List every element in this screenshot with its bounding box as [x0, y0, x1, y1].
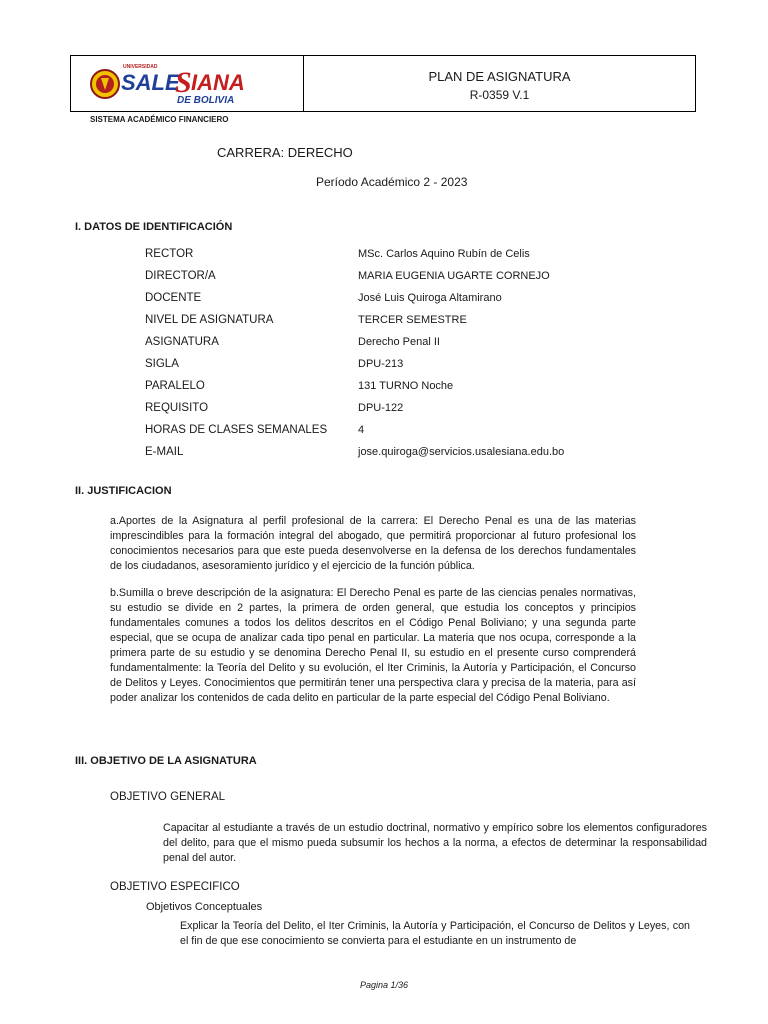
- id-row-docente: [145, 288, 645, 310]
- id-value: DPU-122: [358, 402, 404, 414]
- id-label: HORAS DE CLASES SEMANALES: [145, 424, 328, 436]
- general-objective-label: OBJETIVO GENERAL: [110, 791, 226, 803]
- id-row-requisito: [145, 398, 645, 420]
- id-label: PARALELO: [145, 380, 205, 392]
- id-label: ASIGNATURA: [145, 336, 219, 348]
- justification-paragraph-a: a.Aportes de la Asignatura al perfil profesional de la carrera: El Derecho Penal es una de las materias imprescindibles para la formación integral del abogado, que permitirá proporcionar al futuro profesional los conocimientos necesarios para que este pueda desenvolverse en la defensa de los derechos fundamentales de los ciudadanos, asesoramiento jurídico y el ejercicio de la función pública.: [110, 515, 636, 572]
- document-code: R-0359 V.1: [469, 88, 530, 102]
- id-value: José Luis Quiroga Altamirano: [358, 292, 502, 304]
- conceptual-objectives-text: Explicar la Teoría del Delito, el Iter Criminis, la Autoría y Participación, el Concurso de Delitos y Leyes, con el fin de que ese conocimiento se convierta para el estudiante en un instrumento de: [180, 920, 690, 947]
- identification-table: [145, 244, 645, 464]
- page-number: Pagina 1/36: [359, 980, 409, 990]
- id-value: MSc. Carlos Aquino Rubín de Celis: [358, 248, 530, 260]
- document-title: PLAN DE ASIGNATURA: [428, 69, 571, 84]
- svg-text:SALE: SALE: [121, 70, 180, 95]
- id-label: REQUISITO: [145, 402, 209, 414]
- id-value: 131 TURNO Noche: [358, 380, 454, 392]
- id-row-sigla: [145, 354, 645, 376]
- conceptual-objectives-label: Objetivos Conceptuales: [146, 901, 263, 913]
- general-objective-text: Capacitar al estudiante a través de un estudio doctrinal, normativo y empírico sobre los elementos configuradores del delito, para que el mismo pueda subsumir los hechos a la norma, a efectos de determinar la responsabilidad penal del autor.: [163, 822, 707, 864]
- id-row-email: [145, 442, 645, 464]
- system-name: SISTEMA ACADÉMICO FINANCIERO: [90, 115, 229, 124]
- svg-text:IANA: IANA: [191, 70, 245, 95]
- id-row-paralelo: [145, 376, 645, 398]
- id-label: DOCENTE: [145, 292, 202, 304]
- specific-objective-label: OBJETIVO ESPECIFICO: [110, 881, 240, 893]
- id-row-rector: [145, 244, 645, 266]
- document-header: [70, 55, 696, 112]
- svg-text:UNIVERSIDAD: UNIVERSIDAD: [123, 64, 158, 70]
- id-label: DIRECTOR/A: [145, 270, 216, 282]
- section-identification-title: I. DATOS DE IDENTIFICACIÓN: [75, 221, 233, 233]
- id-row-nivel: [145, 310, 645, 332]
- svg-text:S: S: [175, 66, 192, 99]
- id-row-asignatura: [145, 332, 645, 354]
- id-value: DPU-213: [358, 358, 404, 370]
- id-value: 4: [358, 424, 365, 436]
- id-label: RECTOR: [145, 248, 194, 260]
- id-label: SIGLA: [145, 358, 179, 370]
- id-value: Derecho Penal II: [358, 336, 440, 348]
- section-justification-title: II. JUSTIFICACION: [75, 485, 172, 497]
- university-logo: [87, 60, 287, 108]
- id-value: MARIA EUGENIA UGARTE CORNEJO: [358, 270, 550, 282]
- svg-text:DE BOLIVIA: DE BOLIVIA: [177, 95, 235, 106]
- section-objective-title: III. OBJETIVO DE LA ASIGNATURA: [75, 755, 257, 767]
- academic-period: Período Académico 2 - 2023: [316, 175, 468, 189]
- justification-paragraph-b: b.Sumilla o breve descripción de la asignatura: El Derecho Penal es parte de las ciencias penales normativas, su estudio se divide en 2 partes, la primera de orden general, que estudia los conceptos y principios fundamentales comunes a todos los delitos descritos en el Código Penal Boliviano; y una segunda parte especial, que se ocupa de analizar cada tipo penal en particular. La materia que nos ocupa, corresponde a la primera parte de su estudio y se denomina Derecho Penal II, su estudio en el presente curso comprenderá fundamentalmente: la Teoría del Delito y su evolución, el Iter Criminis, la Autoría y Participación, el Concurso de Delitos y Leyes. Conocimientos que permitirán tener una perspectiva clara y precisa de la materia, para así poder analizar los contenidos de cada delito en particular de la parte especial del Código Penal Boliviano.: [110, 587, 636, 704]
- id-label: E-MAIL: [145, 446, 184, 458]
- id-row-director: [145, 266, 645, 288]
- email-link[interactable]: jose.quiroga@servicios.usalesiana.edu.bo: [358, 446, 565, 458]
- id-row-horas: [145, 420, 645, 442]
- id-label: NIVEL DE ASIGNATURA: [145, 314, 274, 326]
- id-value: TERCER SEMESTRE: [358, 314, 467, 326]
- career-label: CARRERA: DERECHO: [217, 145, 353, 160]
